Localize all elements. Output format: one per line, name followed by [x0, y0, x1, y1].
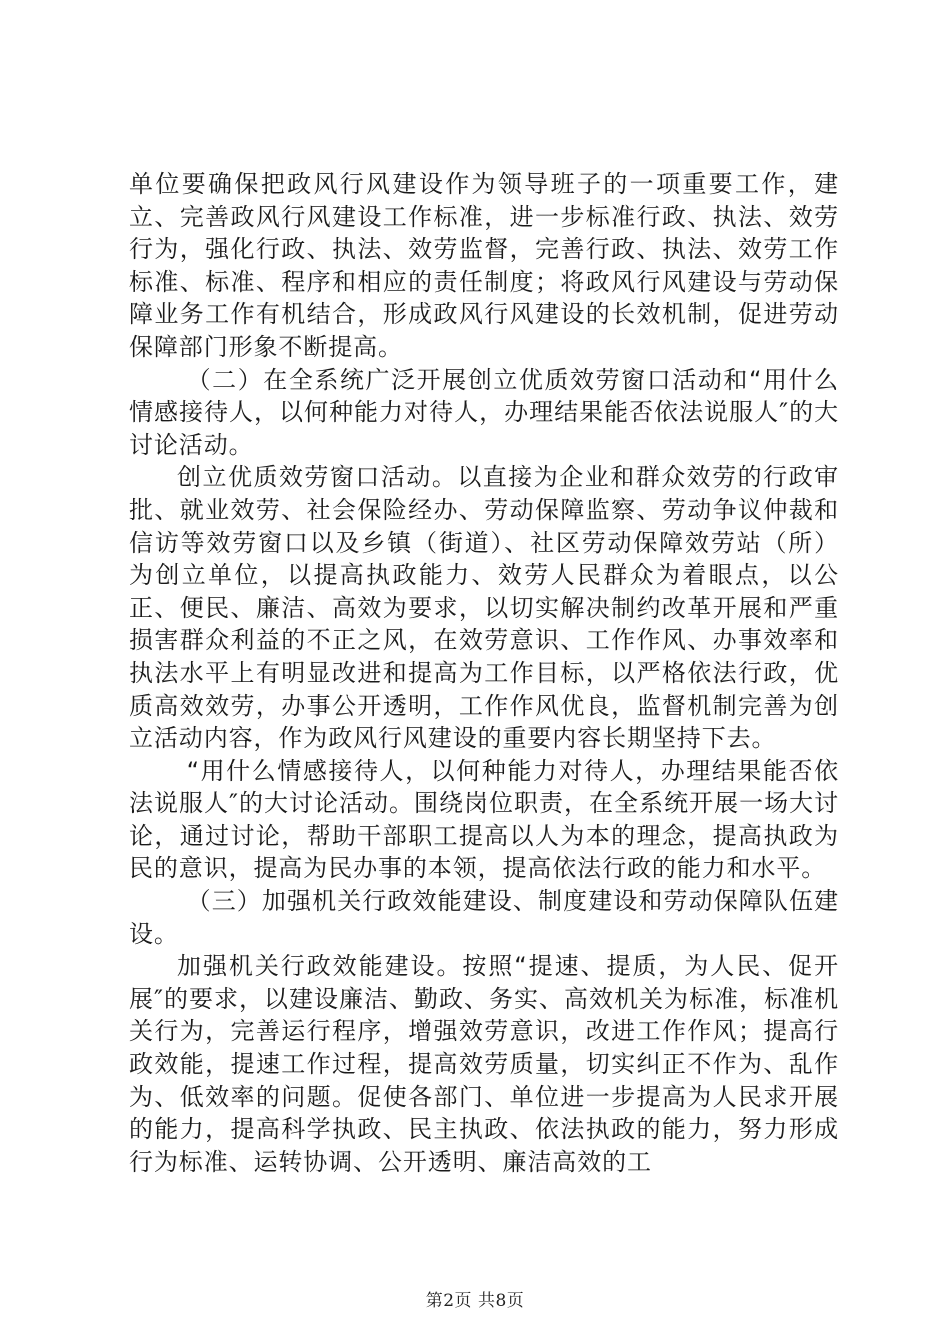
- section-heading-3: （三）加强机关行政效能建设、制度建设和劳动保障队伍建设。: [129, 887, 839, 948]
- document-body: [129, 168, 839, 1178]
- page-footer: 第2页 共8页: [425, 1291, 525, 1311]
- paragraph-efficiency: 加强机关行政效能建设。按照“提速、提质，为人民、促开展″的要求，以建设廉洁、勤政、务实、高效机关为标准，标准机关行为，完善运行程序，增强效劳意识，改进工作作风；提高行政效能，提速工作过程，提高效劳质量，切实纠正不作为、乱作为、低效率的问题。促使各部门、单位进一步提高为人民求开展的能力，提高科学执政、民主执政、依法执政的能力，努力形成行为标准、运转协调、公开透明、廉洁高效的工: [129, 952, 839, 1176]
- paragraph-service-window: 创立优质效劳窗口活动。以直接为企业和群众效劳的行政审批、就业效劳、社会保险经办、劳动保障监察、劳动争议仲裁和信访等效劳窗口以及乡镇（街道）、社区劳动保障效劳站（所）为创立单位，以提高执政能力、效劳人民群众为着眼点，以公正、便民、廉洁、高效为要求，以切实解决制约改革开展和严重损害群众利益的不正之风，在效劳意识、工作作风、办事效率和执法水平上有明显改进和提高为工作目标，以严格依法行政，优质高效效劳，办事公开透明，工作作风优良，监督机制完善为创立活动内容，作为政风行风建设的重要内容长期坚持下去。: [129, 463, 839, 753]
- paragraph-continuation: 单位要确保把政风行风建设作为领导班子的一项重要工作，建立、完善政风行风建设工作标准，进一步标准行政、执法、效劳行为，强化行政、执法、效劳监督，完善行政、执法、效劳工作标准、标准、程序和相应的责任制度；将政风行风建设与劳动保障业务工作有机结合，形成政风行风建设的长效机制，促进劳动保障部门形象不断提高。: [129, 170, 839, 361]
- section-heading-2: （二）在全系统广泛开展创立优质效劳窗口活动和“用什么情感接待人，以何种能力对待人，办理结果能否依法说服人″的大讨论活动。: [129, 365, 840, 459]
- paragraph-discussion: “用什么情感接待人，以何种能力对待人，办理结果能否依法说服人″的大讨论活动。围绕岗位职责，在全系统开展一场大讨论，通过讨论，帮助干部职工提高以人为本的理念，提高执政为民的意识，提高为民办事的本领，提高依法行政的能力和水平。: [129, 756, 839, 883]
